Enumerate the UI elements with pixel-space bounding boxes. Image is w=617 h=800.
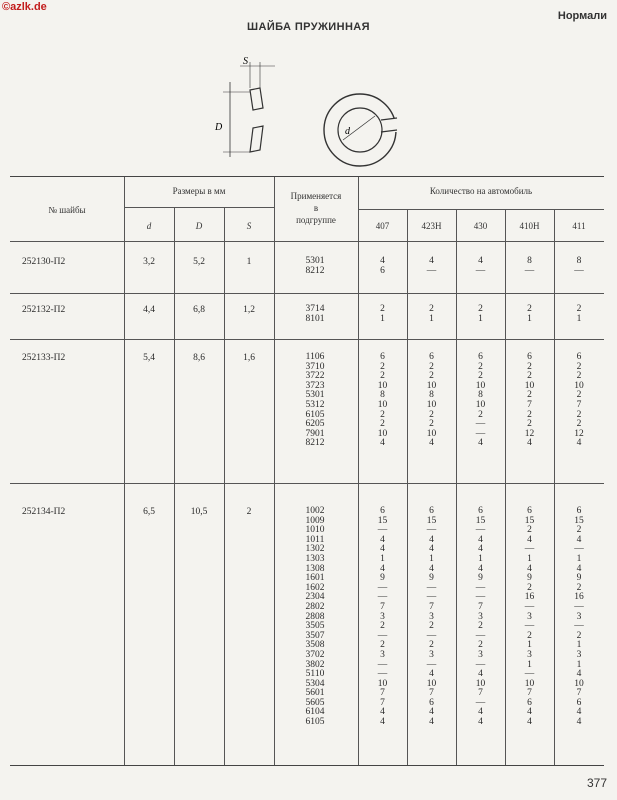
page-title: ШАЙБА ПРУЖИННАЯ bbox=[247, 21, 370, 33]
size-D: 8,6 bbox=[193, 353, 205, 363]
header-s: S bbox=[246, 221, 252, 231]
size-s: 1,2 bbox=[243, 305, 255, 315]
quantity-list: 2 1 bbox=[380, 304, 385, 324]
washer-number: 252132-П2 bbox=[22, 305, 66, 315]
subgroup-list: 1002 1009 1010 1011 1302 1303 1308 1601 1602 2304 2802 2808 3505 3507 3508 3702 3802 5110 5304 5601 5605 6104 6105 bbox=[305, 506, 325, 728]
header-applied-2: в bbox=[313, 203, 319, 213]
header-quantity: Количество на автомобиль bbox=[429, 186, 533, 196]
washer-side-view bbox=[223, 62, 275, 157]
subgroup-list: 5301 8212 bbox=[305, 256, 325, 276]
quantity-list: 2 1 bbox=[429, 304, 434, 324]
header-d: d bbox=[146, 221, 152, 231]
label-d: d bbox=[345, 126, 350, 137]
quantity-list: 6 2 2 10 8 10 2 2 10 4 bbox=[377, 352, 388, 449]
quantity-list: 4 — bbox=[475, 256, 486, 276]
size-D: 10,5 bbox=[190, 507, 208, 517]
header-number: № шайбы bbox=[48, 205, 86, 215]
quantity-list: 8 — bbox=[574, 256, 584, 276]
quantity-list: 8 — bbox=[524, 256, 535, 276]
size-d: 4,4 bbox=[143, 305, 155, 315]
washer-drawing bbox=[205, 52, 425, 172]
quantity-list: 4 6 bbox=[380, 256, 385, 276]
quantity-list: 4 — bbox=[426, 256, 437, 276]
washer-table bbox=[10, 176, 604, 766]
quantity-list: 6 15 — 4 4 1 4 9 — — 7 3 2 — 2 3 — 4 10 7 6 4 4 bbox=[426, 506, 437, 728]
quantity-list: 6 15 — 4 4 1 4 9 — — 7 3 2 — 2 3 — 4 10 7 — 4 4 bbox=[475, 506, 486, 728]
label-D: D bbox=[215, 122, 223, 133]
subgroup-list: 1106 3710 3722 3723 5301 5312 6105 6205 7901 8212 bbox=[305, 352, 325, 449]
size-D: 5,2 bbox=[193, 257, 205, 267]
size-s: 2 bbox=[246, 507, 252, 517]
header-model-423n: 423Н bbox=[421, 221, 442, 231]
washer-number: 252134-П2 bbox=[22, 507, 66, 517]
quantity-list: 6 2 2 10 8 10 2 — — 4 bbox=[475, 352, 486, 449]
header-model-407: 407 bbox=[375, 221, 390, 231]
size-s: 1,6 bbox=[243, 353, 255, 363]
section-label: Нормали bbox=[557, 10, 607, 22]
quantity-list: 6 15 — 4 4 1 4 9 — — 7 3 2 — 2 3 — — 10 7 7 4 4 bbox=[377, 506, 388, 728]
header-D: D bbox=[195, 221, 203, 231]
header-model-430: 430 bbox=[473, 221, 488, 231]
washer-front-view bbox=[324, 94, 406, 166]
quantity-list: 2 1 bbox=[576, 304, 582, 324]
header-model-410n: 410Н bbox=[519, 221, 540, 231]
subgroup-list: 3714 8101 bbox=[305, 304, 325, 324]
size-s: 1 bbox=[246, 257, 252, 267]
header-model-411: 411 bbox=[572, 221, 586, 231]
size-D: 6,8 bbox=[193, 305, 205, 315]
quantity-list: 2 1 bbox=[527, 304, 532, 324]
quantity-list: 6 15 2 4 — 1 4 9 2 16 — 3 — 2 1 3 1 4 10 7 6 4 4 bbox=[574, 506, 584, 728]
quantity-list: 6 15 2 4 — 1 4 9 2 16 — 3 — 2 1 3 1 — 10 7 6 4 4 bbox=[524, 506, 535, 728]
quantity-list: 6 2 2 10 2 7 2 2 12 4 bbox=[524, 352, 535, 449]
page-number: 377 bbox=[586, 776, 607, 790]
quantity-list: 2 1 bbox=[478, 304, 483, 324]
quantity-list: 6 2 2 10 2 7 2 2 12 4 bbox=[574, 352, 584, 449]
label-s: S bbox=[243, 56, 248, 67]
header-applied-1: Применяется bbox=[290, 191, 342, 201]
washer-number: 252133-П2 bbox=[22, 353, 66, 363]
quantity-list: 6 2 2 10 8 10 2 2 10 4 bbox=[426, 352, 437, 449]
watermark: ©azlk.de bbox=[2, 1, 47, 13]
size-d: 5,4 bbox=[143, 353, 155, 363]
header-applied-3: подгруппе bbox=[296, 215, 336, 225]
header-sizes: Размеры в мм bbox=[172, 186, 226, 196]
washer-number: 252130-П2 bbox=[22, 257, 66, 267]
size-d: 3,2 bbox=[143, 257, 155, 267]
size-d: 6,5 bbox=[143, 507, 155, 517]
